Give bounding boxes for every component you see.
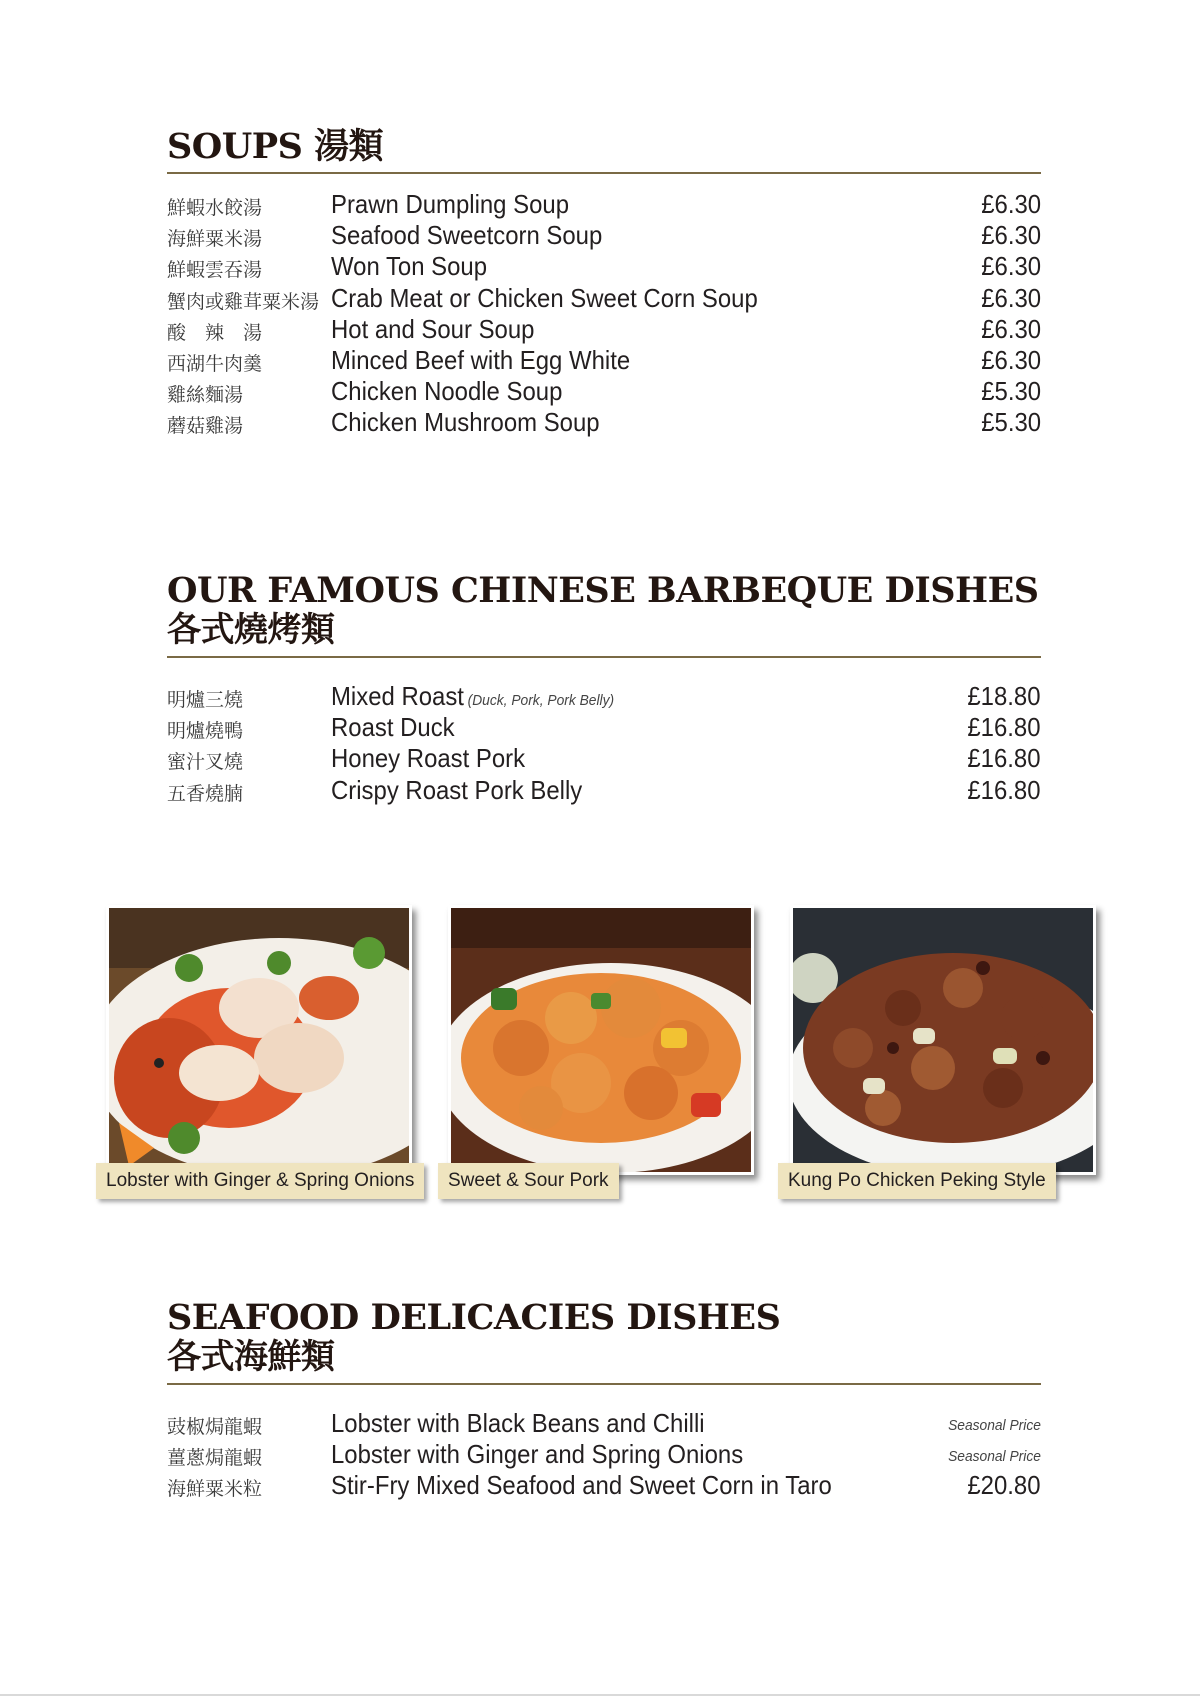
menu-item	[167, 1469, 1041, 1500]
item-english-label: Mixed Roast	[331, 681, 464, 711]
item-chinese-name: 蘑菇雞湯	[167, 415, 244, 438]
item-note: (Duck, Pork, Pork Belly)	[467, 692, 615, 709]
item-chinese-name: 酸 辣 湯	[167, 321, 263, 344]
item-price: £6.30	[981, 251, 1041, 282]
item-price: £20.80	[967, 1470, 1041, 1501]
item-chinese-name: 海鮮粟米湯	[167, 228, 263, 251]
item-chinese-name: 海鮮粟米粒	[167, 1478, 263, 1501]
photo-card-lobster	[106, 905, 415, 1191]
photo-caption: Kung Po Chicken Peking Style	[778, 1163, 1056, 1199]
item-chinese-name: 鮮蝦水餃湯	[167, 197, 263, 219]
menu-item	[167, 219, 1041, 250]
item-english-name: Won Ton Soup	[331, 251, 488, 282]
item-price: £6.30	[981, 189, 1041, 219]
menu-item	[167, 774, 1041, 805]
seafood-heading	[167, 1299, 1041, 1377]
item-price: £18.80	[967, 681, 1041, 711]
item-price: £16.80	[967, 743, 1041, 774]
menu-item	[167, 406, 1041, 437]
barbeque-title-en: OUR FAMOUS CHINESE BARBEQUE DISHES	[167, 570, 1039, 611]
item-chinese-name: 薑蔥焗龍蝦	[167, 1447, 263, 1470]
photo-frame	[448, 905, 754, 1175]
item-price: £5.30	[981, 407, 1041, 438]
barbeque-heading	[167, 572, 1041, 650]
photo-caption: Sweet & Sour Pork	[438, 1163, 619, 1199]
menu-item	[167, 282, 1041, 313]
photo-caption: Lobster with Ginger & Spring Onions	[96, 1163, 424, 1199]
menu-item	[167, 680, 1041, 711]
item-chinese-name: 蜜汁叉燒	[167, 751, 244, 774]
item-chinese-name: 西湖牛肉羹	[167, 352, 263, 375]
item-price: Seasonal Price	[948, 1448, 1041, 1466]
menu-item	[167, 711, 1041, 742]
barbeque-title-cn: 各式燒烤類	[167, 610, 335, 650]
item-chinese-name: 蟹肉或雞茸粟米湯	[167, 290, 320, 313]
soups-title-en: SOUPS	[167, 126, 303, 167]
menu-item	[167, 1438, 1041, 1469]
item-english-name: Seafood Sweetcorn Soup	[331, 220, 603, 251]
item-chinese-name: 雞絲麵湯	[167, 384, 244, 407]
item-chinese-name: 明爐燒鴨	[167, 720, 244, 743]
menu-item	[167, 375, 1041, 406]
item-price: £5.30	[981, 376, 1041, 407]
photo-card-sweet-sour-pork	[448, 905, 756, 1191]
seafood-title-en: SEAFOOD DELICACIES DISHES	[167, 1297, 781, 1338]
soups-divider	[167, 172, 1041, 174]
soups-heading	[167, 128, 1041, 166]
page-bottom-border	[0, 1694, 1200, 1696]
item-english-name	[331, 681, 614, 712]
menu-item	[167, 344, 1041, 375]
sweet-sour-pork-image	[451, 908, 751, 1172]
item-price: £16.80	[967, 774, 1041, 805]
item-chinese-name: 明爐三燒	[167, 689, 244, 711]
item-english-name: Stir-Fry Mixed Seafood and Sweet Corn in Taro	[331, 1470, 832, 1501]
item-english-name: Lobster with Black Beans and Chilli	[331, 1408, 705, 1438]
item-price: £6.30	[981, 220, 1041, 251]
item-chinese-name: 五香燒腩	[167, 782, 244, 805]
item-english-name: Honey Roast Pork	[331, 743, 526, 774]
photo-frame	[106, 905, 412, 1175]
seafood-list	[167, 1407, 1041, 1501]
soups-section	[167, 128, 1041, 438]
soups-list	[167, 188, 1041, 438]
menu-item	[167, 742, 1041, 773]
seafood-section	[167, 1299, 1041, 1501]
menu-item	[167, 1407, 1041, 1438]
item-chinese-name: 豉椒焗龍蝦	[167, 1416, 263, 1438]
item-english-name: Roast Duck	[331, 712, 455, 743]
item-price: £16.80	[967, 712, 1041, 743]
photo-card-kung-po-chicken	[788, 905, 1098, 1191]
item-chinese-name: 鮮蝦雲吞湯	[167, 259, 263, 282]
item-english-name: Lobster with Ginger and Spring Onions	[331, 1439, 744, 1470]
item-english-name: Hot and Sour Soup	[331, 313, 535, 344]
kung-po-chicken-image	[793, 908, 1093, 1172]
item-price: £6.30	[981, 282, 1041, 313]
seafood-divider	[167, 1383, 1041, 1385]
item-english-name: Minced Beef with Egg White	[331, 344, 631, 375]
lobster-dish-image	[109, 908, 409, 1172]
barbeque-divider	[167, 656, 1041, 658]
seafood-title-cn: 各式海鮮類	[167, 1337, 335, 1377]
photo-frame	[790, 905, 1096, 1175]
item-english-name: Chicken Noodle Soup	[331, 376, 563, 407]
item-price: £6.30	[981, 313, 1041, 344]
item-english-name: Prawn Dumpling Soup	[331, 189, 570, 219]
item-price: Seasonal Price	[948, 1417, 1041, 1434]
item-english-name: Crispy Roast Pork Belly	[331, 774, 583, 805]
menu-item	[167, 250, 1041, 281]
item-price: £6.30	[981, 344, 1041, 375]
menu-item	[167, 313, 1041, 344]
barbeque-list	[167, 680, 1041, 805]
item-english-name: Chicken Mushroom Soup	[331, 407, 600, 438]
barbeque-section	[167, 572, 1041, 805]
soups-title-cn: 湯類	[314, 127, 384, 167]
item-english-name: Crab Meat or Chicken Sweet Corn Soup	[331, 282, 758, 313]
menu-item	[167, 188, 1041, 219]
